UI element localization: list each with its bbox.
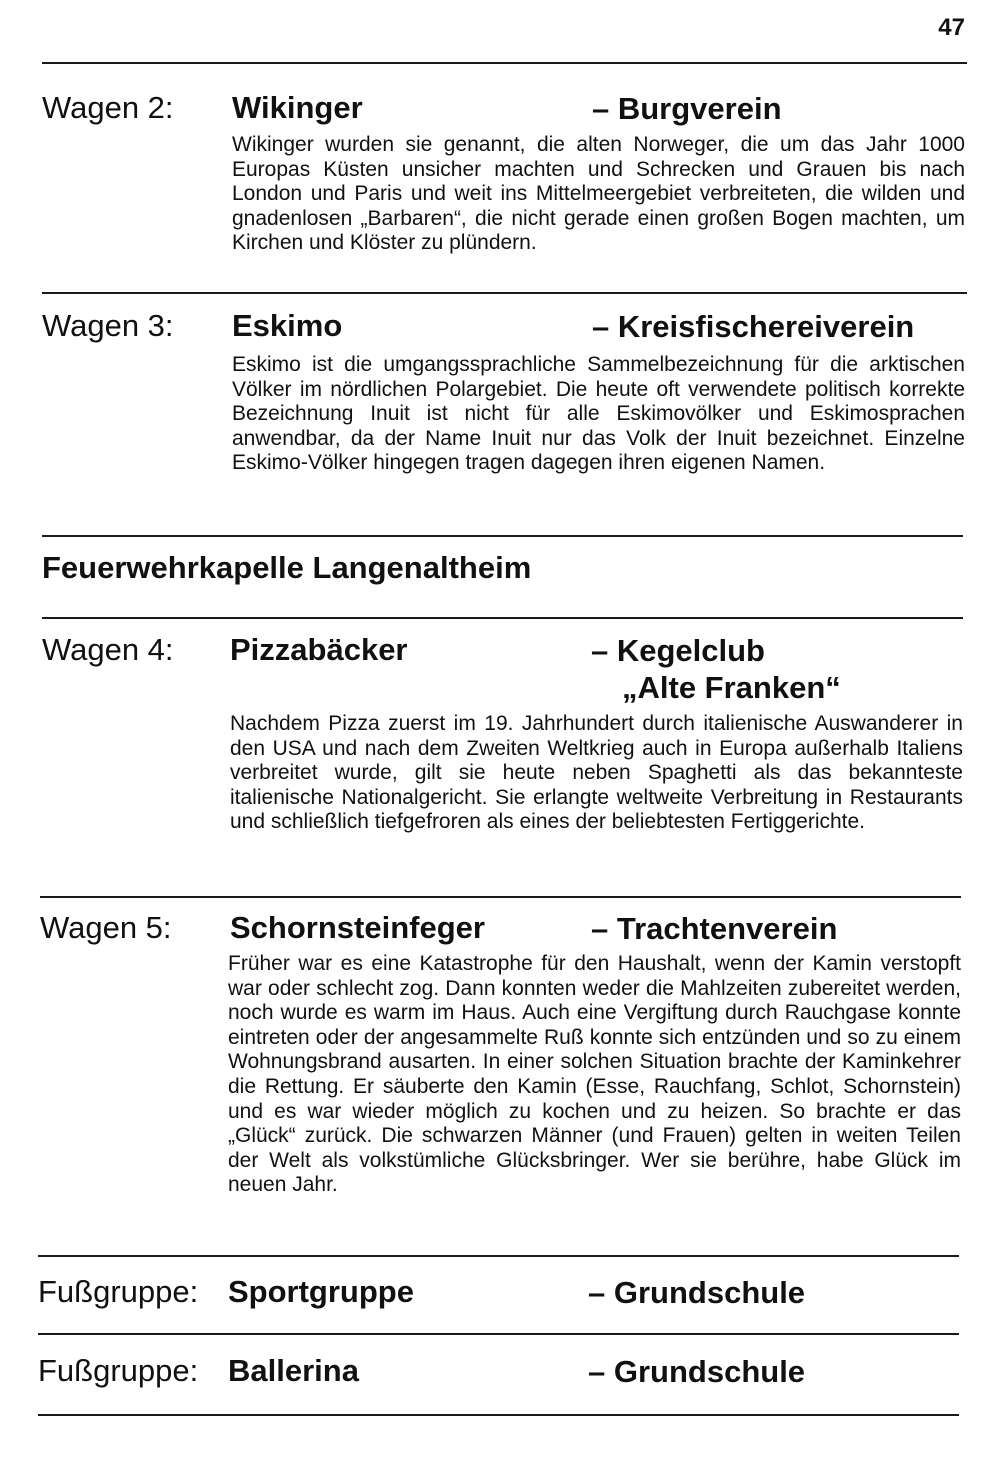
- entry-title: Pizzabäcker: [230, 632, 408, 667]
- divider: [42, 292, 967, 294]
- foot-group-label: Fußgruppe:: [38, 1274, 199, 1309]
- entry-wagen-4: [42, 632, 963, 877]
- entry-organization: – Kreisfischereiverein: [592, 309, 915, 344]
- foot-group-label: Fußgruppe:: [38, 1353, 199, 1388]
- entry-description: Nachdem Pizza zuerst im 19. Jahrhundert durch italienische Auswanderer in den USA und nach dem Zweiten Weltkrieg auch in Europa außerhalb Italiens verbreitet wurde, gilt sie heute neben Spaghetti als das bekannteste italienische Nationalgericht. Sie erlangte weltweite Verbreitung in Restaurants und schließlich tiefgefroren als eines der beliebtesten Fertiggerichte.: [230, 712, 963, 834]
- entry-label: Wagen 2:: [42, 90, 174, 125]
- divider: [42, 62, 967, 64]
- entry-label: Wagen 3:: [42, 308, 174, 343]
- divider: [38, 1255, 959, 1257]
- entry-description: Früher war es eine Katastrophe für den Haushalt, wenn der Kamin verstopft war oder schlecht zog. Dann konnten weder die Mahlzeiten zubereitet werden, noch wurde es warm im Haus. Auch eine Vergiftung durch Rauchgase konnte eintreten oder der angesammelte Ruß konnte sich entzünden und so zu einem Wohnungsbrand ausarten. In einer solchen Situation brachte der Kaminkehrer die Rettung. Er säuberte den Kamin (Esse, Rauchfang, Schlot, Schornstein) und es war wieder möglich zu kochen und zu heizen. So brachte er das „Glück“ zurück. Die schwarzen Männer (und Frauen) gelten in weiten Teilen der Welt als volkstümliche Glücksbringer. Wer sie berühre, habe Glück im neuen Jahr.: [228, 952, 961, 1197]
- entry-wagen-5: [40, 910, 961, 1235]
- foot-group-organization: – Grundschule: [588, 1275, 806, 1310]
- foot-group-sportgruppe: [38, 1274, 959, 1314]
- entry-organization: – Burgverein: [592, 91, 782, 126]
- entry-title: Wikinger: [232, 90, 363, 125]
- entry-wagen-3: [42, 308, 967, 518]
- entry-label: Wagen 4:: [42, 632, 174, 667]
- foot-group-title: Sportgruppe: [228, 1274, 414, 1309]
- foot-group-organization: – Grundschule: [588, 1354, 806, 1389]
- divider: [38, 1333, 959, 1335]
- entry-organization-line2: „Alte Franken“: [622, 670, 841, 705]
- divider: [42, 617, 963, 619]
- entry-title: Schornsteinfeger: [230, 910, 485, 945]
- entry-label: Wagen 5:: [40, 910, 172, 945]
- entry-title: Eskimo: [232, 308, 343, 343]
- section-title: Feuerwehrkapelle Langenaltheim: [42, 550, 532, 585]
- divider: [40, 896, 961, 898]
- entry-organization: – Trachtenverein: [591, 911, 838, 946]
- foot-group-ballerina: [38, 1353, 959, 1393]
- entry-description: Eskimo ist die umgangssprachliche Sammelbezeichnung für die arktischen Völker im nördlichen Polargebiet. Die heute oft verwendete politisch korrekte Bezeichnung Inuit ist nicht für alle Eskimovölker und Eskimosprachen anwendbar, da der Name Inuit nur das Volk der Inuit bezeichnet. Einzelne Eskimo-Völker hingegen tragen dagegen ihren eigenen Namen.: [232, 353, 965, 475]
- entry-wagen-2: [42, 90, 967, 270]
- entry-description: Wikinger wurden sie genannt, die alten Norweger, die um das Jahr 1000 Europas Küsten unsicher machten und Schrecken und Grauen bis nach London und Paris und weit ins Mittelmeergebiet verbreiteten, die wilden und gnadenlosen „Barbaren“, die nicht gerade einen großen Bogen machten, um Kirchen und Klöster zu plündern.: [232, 133, 965, 255]
- divider: [38, 1414, 959, 1416]
- divider: [42, 535, 963, 537]
- foot-group-title: Ballerina: [228, 1353, 359, 1388]
- entry-organization: – Kegelclub: [591, 633, 765, 668]
- page-number: 47: [938, 14, 965, 41]
